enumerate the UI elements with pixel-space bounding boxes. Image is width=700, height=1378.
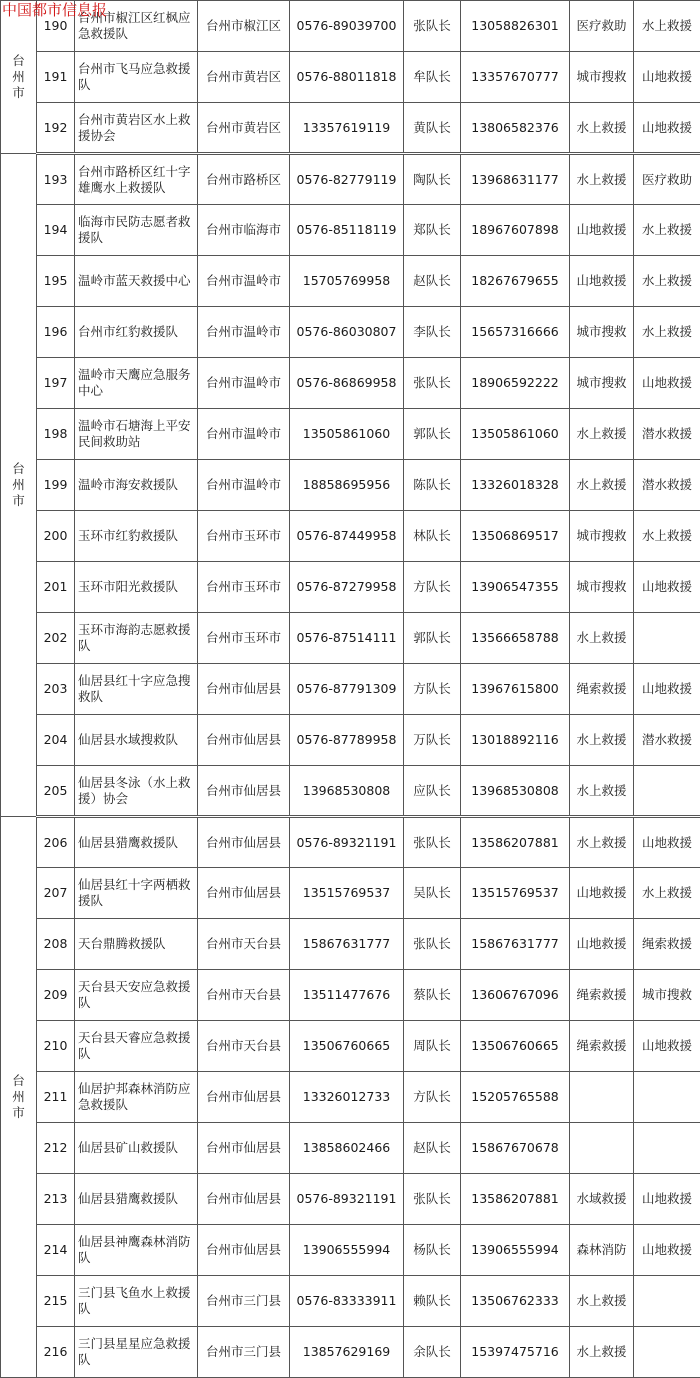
team-phone: 15867631777 [290,919,404,970]
rescue-type-secondary: 水上救援 [634,1,700,52]
table-row [1,817,700,868]
team-name: 天台县天安应急救援队 [75,970,198,1021]
team-name: 玉环市红豹救援队 [75,511,198,562]
team-phone: 13506760665 [290,1021,404,1072]
rescue-type-primary: 绳索救援 [570,1021,634,1072]
team-leader: 张队长 [404,358,461,409]
region-cell [1,1,37,154]
team-phone: 15705769958 [290,256,404,307]
rescue-type-primary: 山地救援 [570,919,634,970]
team-phone: 13858602466 [290,1123,404,1174]
rescue-type-primary: 水上救援 [570,1276,634,1327]
row-number: 200 [37,511,75,562]
team-city: 台州市温岭市 [198,460,290,511]
rescue-type-secondary: 山地救援 [634,1225,700,1276]
rescue-type-primary: 水上救援 [570,409,634,460]
team-phone: 0576-87449958 [290,511,404,562]
region-cell [1,817,37,1378]
rescue-type-primary [570,1072,634,1123]
team-leader: 陈队长 [404,460,461,511]
table-row [1,1123,700,1174]
rescue-type-secondary: 水上救援 [634,256,700,307]
leader-mobile: 13906555994 [461,1225,570,1276]
team-city: 台州市天台县 [198,970,290,1021]
leader-mobile: 15397475716 [461,1327,570,1378]
leader-mobile: 13566658788 [461,613,570,664]
team-leader: 周队长 [404,1021,461,1072]
row-number: 216 [37,1327,75,1378]
rescue-type-secondary [634,613,700,664]
row-number: 206 [37,817,75,868]
leader-mobile: 15205765588 [461,1072,570,1123]
leader-mobile: 13586207881 [461,1174,570,1225]
rescue-type-secondary: 城市搜救 [634,970,700,1021]
team-phone: 0576-85118119 [290,205,404,256]
rescue-type-primary: 水上救援 [570,766,634,817]
team-name: 仙居县冬泳（水上救援）协会 [75,766,198,817]
table-row [1,1174,700,1225]
team-phone: 0576-87514111 [290,613,404,664]
team-leader: 吴队长 [404,868,461,919]
team-name: 仙居县猎鹰救援队 [75,1174,198,1225]
team-name: 台州市红豹救援队 [75,307,198,358]
team-city: 台州市仙居县 [198,817,290,868]
rescue-type-primary [570,1123,634,1174]
team-city: 台州市仙居县 [198,868,290,919]
region-label: 台州市 [12,1073,26,1121]
row-number: 207 [37,868,75,919]
rescue-type-primary: 水上救援 [570,613,634,664]
team-name: 三门县飞鱼水上救援队 [75,1276,198,1327]
team-city: 台州市温岭市 [198,307,290,358]
table-row [1,256,700,307]
team-leader: 方队长 [404,664,461,715]
leader-mobile: 15867631777 [461,919,570,970]
team-phone: 0576-89039700 [290,1,404,52]
team-city: 台州市路桥区 [198,154,290,205]
region-label: 台州市 [12,461,26,509]
table-row [1,1225,700,1276]
team-name: 仙居县神鹰森林消防队 [75,1225,198,1276]
rescue-type-secondary [634,1123,700,1174]
team-leader: 张队长 [404,1174,461,1225]
row-number: 203 [37,664,75,715]
team-city: 台州市温岭市 [198,256,290,307]
team-name: 仙居县猎鹰救援队 [75,817,198,868]
table-body [1,1,700,1378]
team-name: 仙居县红十字应急搜救队 [75,664,198,715]
row-number: 191 [37,52,75,103]
rescue-type-primary: 水上救援 [570,154,634,205]
row-number: 213 [37,1174,75,1225]
row-number: 202 [37,613,75,664]
team-phone: 0576-82779119 [290,154,404,205]
row-number: 194 [37,205,75,256]
team-phone: 13505861060 [290,409,404,460]
team-leader: 赵队长 [404,256,461,307]
rescue-type-primary: 医疗救助 [570,1,634,52]
team-leader: 林队长 [404,511,461,562]
table-row [1,766,700,817]
rescue-type-primary: 城市搜救 [570,562,634,613]
team-leader: 赵队长 [404,1123,461,1174]
team-name: 温岭市海安救援队 [75,460,198,511]
leader-mobile: 13505861060 [461,409,570,460]
rescue-type-primary: 水上救援 [570,817,634,868]
team-city: 台州市仙居县 [198,766,290,817]
team-leader: 李队长 [404,307,461,358]
rescue-type-secondary [634,1072,700,1123]
leader-mobile: 13606767096 [461,970,570,1021]
table-row [1,154,700,205]
leader-mobile: 13586207881 [461,817,570,868]
team-name: 台州市黄岩区水上救援协会 [75,103,198,154]
row-number: 197 [37,358,75,409]
row-number: 208 [37,919,75,970]
team-name: 仙居县矿山救援队 [75,1123,198,1174]
row-number: 192 [37,103,75,154]
team-name: 玉环市海韵志愿救援队 [75,613,198,664]
rescue-type-secondary: 水上救援 [634,307,700,358]
rescue-type-secondary: 水上救援 [634,868,700,919]
leader-mobile: 13058826301 [461,1,570,52]
leader-mobile: 13506760665 [461,1021,570,1072]
team-phone: 13326012733 [290,1072,404,1123]
team-phone: 0576-89321191 [290,1174,404,1225]
table-row [1,562,700,613]
rescue-type-primary: 水域救援 [570,1174,634,1225]
watermark: 中国都市信息报 [2,0,107,20]
rescue-type-primary: 城市搜救 [570,52,634,103]
team-leader: 郭队长 [404,409,461,460]
team-city: 台州市温岭市 [198,358,290,409]
team-phone: 13357619119 [290,103,404,154]
leader-mobile: 18267679655 [461,256,570,307]
row-number: 209 [37,970,75,1021]
rescue-type-primary: 城市搜救 [570,511,634,562]
row-number: 204 [37,715,75,766]
rescue-type-secondary: 山地救援 [634,1174,700,1225]
leader-mobile: 13018892116 [461,715,570,766]
table-row [1,1276,700,1327]
rescue-type-secondary: 山地救援 [634,664,700,715]
team-phone: 13968530808 [290,766,404,817]
rescue-type-secondary: 医疗救助 [634,154,700,205]
rescue-type-secondary: 山地救援 [634,1021,700,1072]
table-row [1,358,700,409]
team-leader: 万队长 [404,715,461,766]
team-leader: 郑队长 [404,205,461,256]
team-name: 台州市路桥区红十字雄鹰水上救援队 [75,154,198,205]
table-row [1,868,700,919]
team-phone: 13857629169 [290,1327,404,1378]
rescue-type-primary: 绳索救援 [570,664,634,715]
team-leader: 蔡队长 [404,970,461,1021]
row-number: 193 [37,154,75,205]
team-name: 玉环市阳光救援队 [75,562,198,613]
team-leader: 方队长 [404,1072,461,1123]
rescue-type-secondary: 水上救援 [634,205,700,256]
row-number: 212 [37,1123,75,1174]
team-phone: 0576-88011818 [290,52,404,103]
team-name: 天台县天睿应急救援队 [75,1021,198,1072]
team-city: 台州市玉环市 [198,562,290,613]
rescue-type-secondary: 水上救援 [634,511,700,562]
team-name: 台州市椒江区红枫应急救援队 [75,1,198,52]
team-name: 天台鼎腾救援队 [75,919,198,970]
team-city: 台州市仙居县 [198,715,290,766]
table-row [1,1072,700,1123]
table-row [1,970,700,1021]
rescue-type-secondary: 潜水救援 [634,460,700,511]
team-name: 温岭市石塘海上平安民间救助站 [75,409,198,460]
rescue-type-primary: 水上救援 [570,103,634,154]
region-cell [1,154,37,817]
row-number: 201 [37,562,75,613]
leader-mobile: 13357670777 [461,52,570,103]
team-city: 台州市仙居县 [198,664,290,715]
rescue-type-primary: 水上救援 [570,715,634,766]
rescue-type-primary: 森林消防 [570,1225,634,1276]
team-phone: 18858695956 [290,460,404,511]
team-leader: 张队长 [404,817,461,868]
table-row [1,511,700,562]
team-leader: 郭队长 [404,613,461,664]
table-row [1,919,700,970]
leader-mobile: 13968631177 [461,154,570,205]
table-row [1,307,700,358]
rescue-type-primary: 绳索救援 [570,970,634,1021]
leader-mobile: 13968530808 [461,766,570,817]
leader-mobile: 13506869517 [461,511,570,562]
table-row [1,664,700,715]
team-leader: 余队长 [404,1327,461,1378]
team-leader: 杨队长 [404,1225,461,1276]
team-leader: 方队长 [404,562,461,613]
team-city: 台州市黄岩区 [198,103,290,154]
team-phone: 13511477676 [290,970,404,1021]
team-city: 台州市玉环市 [198,613,290,664]
leader-mobile: 13906547355 [461,562,570,613]
rescue-type-secondary: 山地救援 [634,817,700,868]
team-leader: 张队长 [404,919,461,970]
rescue-type-secondary: 潜水救援 [634,409,700,460]
rescue-type-secondary: 绳索救援 [634,919,700,970]
team-phone: 13906555994 [290,1225,404,1276]
rescue-type-primary: 山地救援 [570,868,634,919]
table-row [1,613,700,664]
team-phone: 0576-87279958 [290,562,404,613]
row-number: 196 [37,307,75,358]
team-phone: 13515769537 [290,868,404,919]
leader-mobile: 18906592222 [461,358,570,409]
leader-mobile: 13967615800 [461,664,570,715]
leader-mobile: 13506762333 [461,1276,570,1327]
table-row [1,460,700,511]
row-number: 210 [37,1021,75,1072]
row-number: 195 [37,256,75,307]
rescue-type-secondary: 潜水救援 [634,715,700,766]
leader-mobile: 18967607898 [461,205,570,256]
table-row [1,103,700,154]
team-name: 临海市民防志愿者救援队 [75,205,198,256]
leader-mobile: 13515769537 [461,868,570,919]
rescue-type-secondary: 山地救援 [634,562,700,613]
rescue-type-secondary: 山地救援 [634,103,700,154]
rescue-type-secondary: 山地救援 [634,52,700,103]
team-phone: 0576-86869958 [290,358,404,409]
team-city: 台州市温岭市 [198,409,290,460]
row-number: 198 [37,409,75,460]
team-city: 台州市仙居县 [198,1072,290,1123]
team-name: 三门县星星应急救援队 [75,1327,198,1378]
team-phone: 0576-83333911 [290,1276,404,1327]
team-name: 温岭市蓝天救援中心 [75,256,198,307]
team-city: 台州市仙居县 [198,1174,290,1225]
team-name: 仙居县红十字两栖救援队 [75,868,198,919]
team-leader: 陶队长 [404,154,461,205]
team-leader: 黄队长 [404,103,461,154]
team-leader: 牟队长 [404,52,461,103]
team-phone: 0576-87789958 [290,715,404,766]
table-row [1,715,700,766]
team-name: 仙居县水域搜救队 [75,715,198,766]
rescue-type-primary: 城市搜救 [570,307,634,358]
rescue-type-secondary [634,766,700,817]
table-row [1,409,700,460]
rescue-type-primary: 城市搜救 [570,358,634,409]
rescue-type-secondary: 山地救援 [634,358,700,409]
rescue-type-primary: 水上救援 [570,460,634,511]
team-city: 台州市天台县 [198,919,290,970]
row-number: 215 [37,1276,75,1327]
team-phone: 0576-89321191 [290,817,404,868]
team-city: 台州市玉环市 [198,511,290,562]
leader-mobile: 13326018328 [461,460,570,511]
rescue-type-primary: 山地救援 [570,256,634,307]
leader-mobile: 13806582376 [461,103,570,154]
row-number: 214 [37,1225,75,1276]
team-leader: 应队长 [404,766,461,817]
team-city: 台州市三门县 [198,1327,290,1378]
leader-mobile: 15867670678 [461,1123,570,1174]
team-city: 台州市椒江区 [198,1,290,52]
team-leader: 张队长 [404,1,461,52]
row-number: 190 [37,1,75,52]
table-row [1,1021,700,1072]
rescue-type-primary: 山地救援 [570,205,634,256]
table-row [1,52,700,103]
team-phone: 0576-86030807 [290,307,404,358]
team-name: 台州市飞马应急救援队 [75,52,198,103]
team-city: 台州市三门县 [198,1276,290,1327]
row-number: 199 [37,460,75,511]
row-number: 211 [37,1072,75,1123]
team-phone: 0576-87791309 [290,664,404,715]
row-number: 205 [37,766,75,817]
team-city: 台州市仙居县 [198,1225,290,1276]
region-label: 台州市 [12,53,26,101]
team-city: 台州市仙居县 [198,1123,290,1174]
rescue-type-primary: 水上救援 [570,1327,634,1378]
team-leader: 赖队长 [404,1276,461,1327]
team-city: 台州市天台县 [198,1021,290,1072]
team-name: 温岭市天鹰应急服务中心 [75,358,198,409]
team-city: 台州市临海市 [198,205,290,256]
team-city: 台州市黄岩区 [198,52,290,103]
table-row [1,205,700,256]
leader-mobile: 15657316666 [461,307,570,358]
team-name: 仙居护邦森林消防应急救援队 [75,1072,198,1123]
rescue-type-secondary [634,1276,700,1327]
